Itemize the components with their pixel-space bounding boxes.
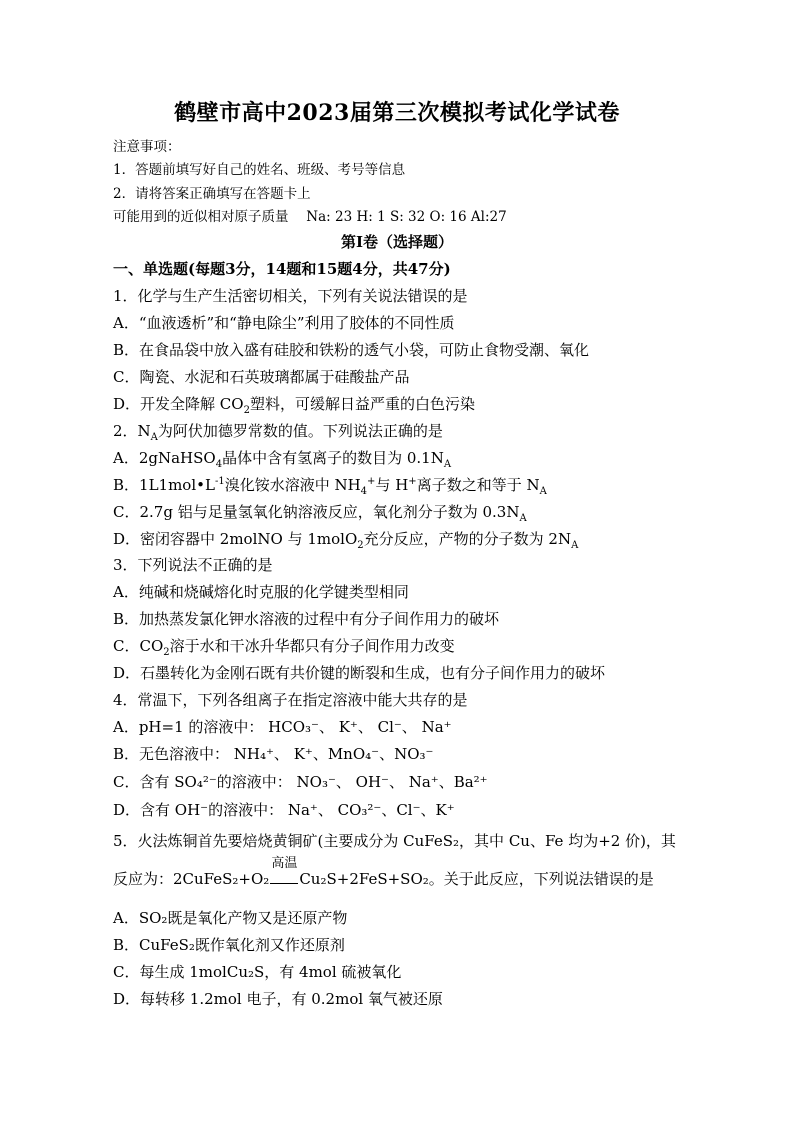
q5-eq-post: Cu₂S+2FeS+SO₂。关于此反应，下列说法错误的是 xyxy=(299,870,654,888)
q1-option-a: A．“血液透析”和“静电除尘”利用了胶体的不同性质 xyxy=(113,314,455,332)
q1-d-pre: D．开发全降解 CO xyxy=(113,395,244,413)
q3-c-pre: C．CO xyxy=(113,637,164,655)
q2-d-sub2: A xyxy=(571,540,579,551)
exam-title: 鹤壁市高中2023届第三次模拟考试化学试卷 xyxy=(174,100,620,126)
q2-b-sup3: + xyxy=(408,476,417,487)
q2-b-sup2: + xyxy=(367,476,376,487)
q2-d-sub1: 2 xyxy=(357,540,364,551)
q4-option-d: D．含有 OH⁻的溶液中： Na⁺、 CO₃²⁻、Cl⁻、K⁺ xyxy=(113,801,455,819)
q2-b-sub2: A xyxy=(539,486,547,497)
volume-heading: 第Ⅰ卷（选择题） xyxy=(340,233,454,251)
q2-option-a xyxy=(113,448,451,468)
q3-c-sub: 2 xyxy=(163,647,170,658)
q1-option-b: B．在食品袋中放入盛有硅胶和铁粉的透气小袋，可防止食物受潮、氧化 xyxy=(113,341,590,359)
q1-d-post: 塑料，可缓解日益严重的白色污染 xyxy=(249,395,475,413)
q2-stem-sub: A xyxy=(150,432,158,443)
q3-option-d: D．石墨转化为金刚石既有共价键的断裂和生成，也有分子间作用力的破坏 xyxy=(113,664,606,682)
q5-eq-pre: 反应为：2CuFeS₂+O₂ xyxy=(113,870,270,888)
q1-d-sub: 2 xyxy=(243,405,250,416)
q2-b-sub: 4 xyxy=(360,486,368,497)
q2-b-mid2: 与 H xyxy=(375,476,409,494)
q2-b-mid1: 溴化铵水溶液中 NH xyxy=(224,476,361,494)
note-item-1: 1．答题前填写好自己的姓名、班级、考号等信息 xyxy=(113,162,406,178)
q2-a-pre: A．2gNaHSO xyxy=(113,449,216,467)
note-item-2: 2．请将答案正确填写在答题卡上 xyxy=(113,186,311,202)
q1-stem: 1．化学与生产生活密切相关，下列有关说法错误的是 xyxy=(113,287,468,305)
q2-stem-post: 为阿伏加德罗常数的值。下列说法正确的是 xyxy=(157,422,443,440)
q2-a-sub1: 4 xyxy=(215,459,223,470)
q5-equation-line xyxy=(113,856,654,889)
q2-option-b xyxy=(113,475,547,495)
q2-a-sub2: A xyxy=(443,459,452,470)
q3-stem: 3．下列说法不正确的是 xyxy=(113,556,273,574)
q3-c-post: 溶于水和干冰升华都只有分子间作用力改变 xyxy=(169,637,455,655)
q1-option-d xyxy=(113,394,475,414)
q2-b-post: 离子数之和等于 N xyxy=(416,476,540,494)
q2-c-pre: C．2.7g 铝与足量氢氧化钠溶液反应，氧化剂分子数为 0.3N xyxy=(113,503,520,521)
q2-a-mid: 晶体中含有氢离子的数目为 0.1N xyxy=(222,449,444,467)
reaction-condition: 高温 xyxy=(271,856,298,871)
q2-stem-pre: 2．N xyxy=(113,422,151,440)
q5-stem-line1: 5．火法炼铜首先要焙烧黄铜矿(主要成分为 CuFeS₂，其中 Cu、Fe 均为+2 价)，其 xyxy=(113,832,676,850)
q2-c-sub: A xyxy=(519,513,527,524)
q2-option-d xyxy=(113,529,578,549)
q5-option-d: D．每转移 1.2mol 电子，有 0.2mol 氧气被还原 xyxy=(113,990,443,1008)
q4-stem: 4．常温下，下列各组离子在指定溶液中能大共存的是 xyxy=(113,691,468,709)
section-heading: 一、单选题(每题3分，14题和15题4分，共47分) xyxy=(113,260,451,278)
q2-b-pre: B．1L1mol•L xyxy=(113,476,215,494)
q4-option-c: C．含有 SO₄²⁻的溶液中： NO₃⁻、 OH⁻、 Na⁺、Ba²⁺ xyxy=(113,773,488,791)
q2-stem xyxy=(113,421,443,441)
q3-option-c xyxy=(113,636,455,656)
q5-option-c: C．每生成 1molCu₂S，有 4mol 硫被氧化 xyxy=(113,963,402,981)
atomic-mass-line: 可能用到的近似相对原子质量 Na: 23 H: 1 S: 32 O: 16 Al:27 xyxy=(113,209,507,225)
q5-option-a: A．SO₂既是氧化产物又是还原产物 xyxy=(113,909,348,927)
q2-d-pre: D．密闭容器中 2molNO 与 1molO xyxy=(113,530,358,548)
q3-option-b: B．加热蒸发氯化钾水溶液的过程中有分子间作用力的破坏 xyxy=(113,610,500,628)
q2-b-sup: -1 xyxy=(214,476,225,487)
q4-option-b: B．无色溶液中： NH₄⁺、 K⁺、MnO₄⁻、NO₃⁻ xyxy=(113,745,434,763)
q3-option-a: A．纯碱和烧碱熔化时克服的化学键类型相同 xyxy=(113,583,409,601)
reaction-arrow xyxy=(269,856,299,889)
q2-option-c xyxy=(113,502,527,522)
q2-d-post: 充分反应，产物的分子数为 2N xyxy=(363,530,572,548)
q1-option-c: C．陶瓷、水泥和石英玻璃都属于硅酸盐产品 xyxy=(113,368,410,386)
q4-option-a: A．pH=1 的溶液中： HCO₃⁻、 K⁺、 Cl⁻、 Na⁺ xyxy=(113,718,452,736)
notes-heading: 注意事项： xyxy=(113,139,181,155)
equals-bar-icon xyxy=(270,873,298,884)
q5-option-b: B．CuFeS₂既作氧化剂又作还原剂 xyxy=(113,936,345,954)
